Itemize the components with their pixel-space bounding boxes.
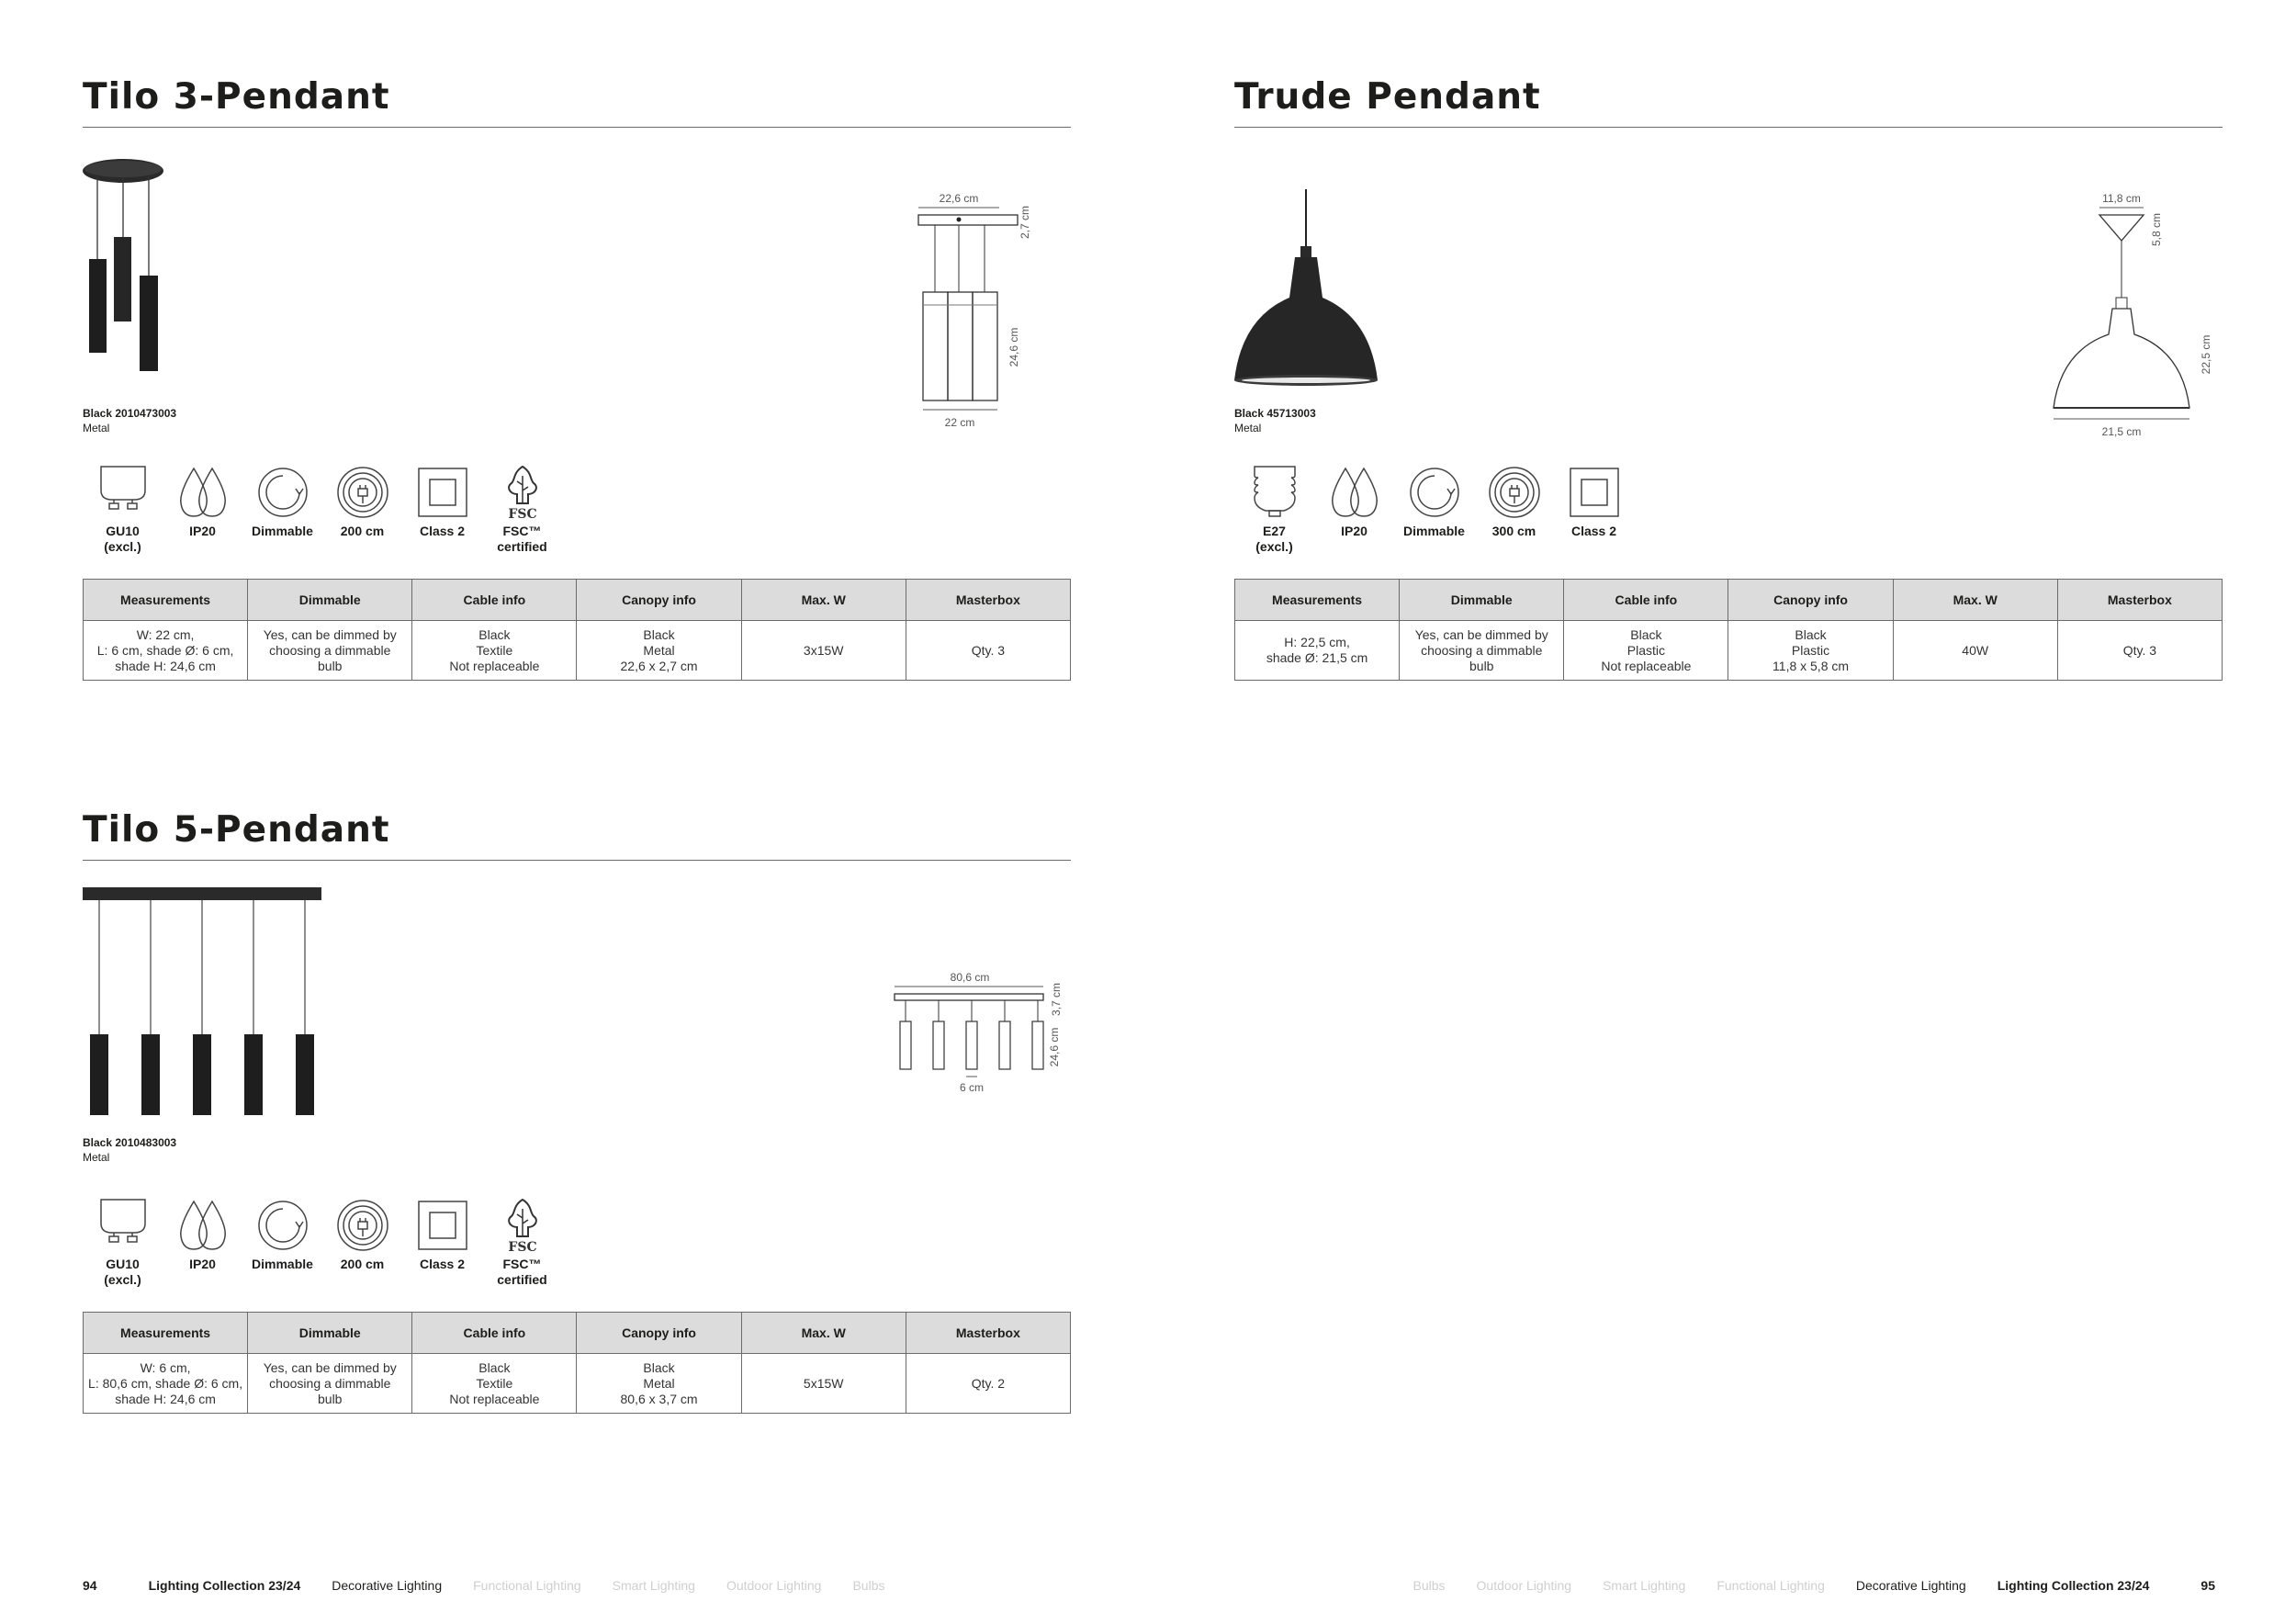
col-header: Masterbox xyxy=(906,1313,1070,1354)
ip20-drops-icon xyxy=(174,1196,232,1255)
cell-masterbox: Qty. 2 xyxy=(906,1354,1070,1414)
feature-class2 xyxy=(1554,463,1634,555)
cell-canopy-info: Black Metal 80,6 x 3,7 cm xyxy=(577,1354,741,1414)
feature-cable xyxy=(322,463,402,555)
cable-length-icon xyxy=(333,1196,392,1255)
title-divider xyxy=(83,127,1071,128)
page-number: 94 xyxy=(83,1578,97,1593)
feature-label: FSC™ certified xyxy=(497,1257,547,1287)
dim-top-label: 11,8 cm xyxy=(2102,192,2141,205)
dimmable-icon xyxy=(253,1196,312,1255)
fsc-tree-icon xyxy=(493,1196,552,1255)
feature-dimmable xyxy=(242,463,322,555)
dim-side-top-label: 5,8 cm xyxy=(2150,212,2163,247)
feature-label: IP20 xyxy=(189,1257,216,1271)
feature-label: Class 2 xyxy=(419,524,466,538)
cell-max-w: 5x15W xyxy=(741,1354,906,1414)
ip20-drops-icon xyxy=(174,463,232,522)
feature-icons xyxy=(1234,463,1634,555)
nav-link-decorative[interactable]: Decorative Lighting xyxy=(1855,1578,1966,1593)
dimension-drawing xyxy=(882,968,1071,1115)
dim-top-label: 80,6 cm xyxy=(950,971,990,984)
col-header: Canopy info xyxy=(577,1313,741,1354)
nav-link-decorative[interactable]: Decorative Lighting xyxy=(332,1578,443,1593)
sku-block xyxy=(83,406,176,435)
feature-class2 xyxy=(402,463,482,555)
class-2-icon xyxy=(1565,463,1624,522)
dim-side-top-label: 3,7 cm xyxy=(1050,982,1063,1017)
gu10-bulb-icon xyxy=(94,1196,152,1255)
footer-right xyxy=(1413,1578,2216,1593)
col-header: Canopy info xyxy=(577,580,741,621)
table-row xyxy=(1235,621,2223,681)
dim-bottom-label: 21,5 cm xyxy=(2101,425,2142,438)
feature-dimmable xyxy=(242,1196,322,1288)
col-header: Masterbox xyxy=(906,580,1070,621)
nav-link-smart[interactable]: Smart Lighting xyxy=(1603,1578,1686,1593)
feature-label: Class 2 xyxy=(419,1257,466,1271)
collection-title: Lighting Collection 23/24 xyxy=(1997,1578,2150,1593)
feature-label: Dimmable xyxy=(252,524,313,538)
feature-label: FSC™ certified xyxy=(497,524,547,554)
sku-block xyxy=(83,1135,176,1165)
col-header: Measurements xyxy=(1235,580,1400,621)
col-header: Canopy info xyxy=(1728,580,1893,621)
feature-cable xyxy=(322,1196,402,1288)
spec-table xyxy=(1234,579,2223,681)
col-header: Dimmable xyxy=(248,580,412,621)
dim-side-label: 24,6 cm xyxy=(1048,1027,1061,1067)
feature-label: Dimmable xyxy=(1403,524,1465,538)
ip20-drops-icon xyxy=(1325,463,1384,522)
dim-side-label: 22,5 cm xyxy=(2200,334,2212,375)
cell-cable-info: Black Textile Not replaceable xyxy=(412,1354,577,1414)
product-tilo-3-pendant xyxy=(83,76,1071,673)
sku-material: Metal xyxy=(1234,422,1262,434)
feature-ip20 xyxy=(1314,463,1394,555)
col-header: Cable info xyxy=(1564,580,1728,621)
cell-dimmable: Yes, can be dimmed by choosing a dimmable bulb xyxy=(248,621,412,681)
cell-max-w: 3x15W xyxy=(741,621,906,681)
feature-cable xyxy=(1474,463,1554,555)
fsc-tree-icon xyxy=(493,463,552,522)
cable-length-icon xyxy=(1485,463,1544,522)
feature-fsc xyxy=(482,1196,562,1288)
feature-fsc xyxy=(482,463,562,555)
feature-label: GU10 (excl.) xyxy=(104,1257,141,1287)
feature-icons xyxy=(83,463,562,555)
sku-material: Metal xyxy=(83,1151,110,1164)
cell-masterbox: Qty. 3 xyxy=(906,621,1070,681)
spec-table xyxy=(83,1312,1071,1414)
cell-canopy-info: Black Metal 22,6 x 2,7 cm xyxy=(577,621,741,681)
col-header: Max. W xyxy=(1893,580,2057,621)
col-header: Cable info xyxy=(412,1313,577,1354)
feature-label: GU10 (excl.) xyxy=(104,524,141,554)
product-photo xyxy=(83,887,331,1119)
cell-measurements: H: 22,5 cm, shade Ø: 21,5 cm xyxy=(1235,621,1400,681)
cell-canopy-info: Black Plastic 11,8 x 5,8 cm xyxy=(1728,621,1893,681)
col-header: Measurements xyxy=(84,1313,248,1354)
sku-code: Black 2010473003 xyxy=(83,407,177,420)
feature-icons xyxy=(83,1196,562,1288)
product-title: Trude Pendant xyxy=(1234,76,1541,118)
page-number: 95 xyxy=(2200,1578,2215,1593)
dim-bottom-label: 6 cm xyxy=(959,1081,985,1094)
product-photo xyxy=(1234,189,1381,391)
cell-dimmable: Yes, can be dimmed by choosing a dimmable bulb xyxy=(248,1354,412,1414)
cell-dimmable: Yes, can be dimmed by choosing a dimmable bulb xyxy=(1400,621,1564,681)
nav-link-outdoor[interactable]: Outdoor Lighting xyxy=(726,1578,822,1593)
svg-text:FSC: FSC xyxy=(507,1240,537,1255)
product-trude-pendant xyxy=(1234,76,2223,673)
col-header: Cable info xyxy=(412,580,577,621)
nav-link-functional[interactable]: Functional Lighting xyxy=(473,1578,581,1593)
sku-material: Metal xyxy=(83,422,110,434)
dimension-drawing xyxy=(900,189,1071,437)
feature-label: 200 cm xyxy=(340,524,385,538)
nav-link-smart[interactable]: Smart Lighting xyxy=(612,1578,695,1593)
cell-cable-info: Black Plastic Not replaceable xyxy=(1564,621,1728,681)
feature-label: 200 cm xyxy=(340,1257,385,1271)
feature-dimmable xyxy=(1394,463,1474,555)
class-2-icon xyxy=(413,1196,472,1255)
dimmable-icon xyxy=(1405,463,1464,522)
nav-link-functional[interactable]: Functional Lighting xyxy=(1716,1578,1825,1593)
feature-label: IP20 xyxy=(1341,524,1367,538)
cell-measurements: W: 22 cm, L: 6 cm, shade Ø: 6 cm, shade H: 24,6 cm xyxy=(84,621,248,681)
product-tilo-5-pendant xyxy=(83,809,1071,1406)
spec-table xyxy=(83,579,1071,681)
sku-block xyxy=(1234,406,1316,435)
product-title: Tilo 3-Pendant xyxy=(83,76,390,118)
feature-label: E27 (excl.) xyxy=(1255,524,1293,554)
title-divider xyxy=(1234,127,2223,128)
sku-code: Black 45713003 xyxy=(1234,407,1316,420)
dimmable-icon xyxy=(253,463,312,522)
nav-link-outdoor[interactable]: Outdoor Lighting xyxy=(1476,1578,1572,1593)
col-header: Max. W xyxy=(741,1313,906,1354)
feature-class2 xyxy=(402,1196,482,1288)
class-2-icon xyxy=(413,463,472,522)
col-header: Dimmable xyxy=(1400,580,1564,621)
col-header: Measurements xyxy=(84,580,248,621)
feature-label: Dimmable xyxy=(252,1257,313,1271)
sku-code: Black 2010483003 xyxy=(83,1136,177,1149)
col-header: Dimmable xyxy=(248,1313,412,1354)
product-title: Tilo 5-Pendant xyxy=(83,809,390,851)
footer-left xyxy=(83,1578,917,1593)
feature-ip20 xyxy=(163,463,242,555)
table-row xyxy=(84,621,1071,681)
nav-link-bulbs[interactable]: Bulbs xyxy=(1412,1578,1446,1593)
cable-length-icon xyxy=(333,463,392,522)
dimension-drawing xyxy=(2048,189,2223,446)
cell-cable-info: Black Textile Not replaceable xyxy=(412,621,577,681)
collection-title: Lighting Collection 23/24 xyxy=(148,1578,301,1593)
gu10-bulb-icon xyxy=(94,463,152,522)
col-header: Max. W xyxy=(741,580,906,621)
dim-side-top-label: 2,7 cm xyxy=(1019,205,1031,240)
nav-link-bulbs[interactable]: Bulbs xyxy=(852,1578,885,1593)
feature-gu10 xyxy=(83,463,163,555)
col-header: Masterbox xyxy=(2057,580,2222,621)
title-divider xyxy=(83,860,1071,861)
feature-e27 xyxy=(1234,463,1314,555)
dim-side-label: 24,6 cm xyxy=(1007,327,1020,367)
feature-label: 300 cm xyxy=(1491,524,1536,538)
feature-gu10 xyxy=(83,1196,163,1288)
svg-text:FSC: FSC xyxy=(507,507,537,522)
cell-max-w: 40W xyxy=(1893,621,2057,681)
dim-top-label: 22,6 cm xyxy=(939,192,979,205)
feature-ip20 xyxy=(163,1196,242,1288)
feature-label: Class 2 xyxy=(1570,524,1617,538)
product-photo xyxy=(83,158,174,388)
cell-measurements: W: 6 cm, L: 80,6 cm, shade Ø: 6 cm, shade H: 24,6 cm xyxy=(84,1354,248,1414)
dim-bottom-label: 22 cm xyxy=(944,416,975,429)
e27-bulb-icon xyxy=(1245,463,1304,522)
cell-masterbox: Qty. 3 xyxy=(2057,621,2222,681)
table-row xyxy=(84,1354,1071,1414)
feature-label: IP20 xyxy=(189,524,216,538)
